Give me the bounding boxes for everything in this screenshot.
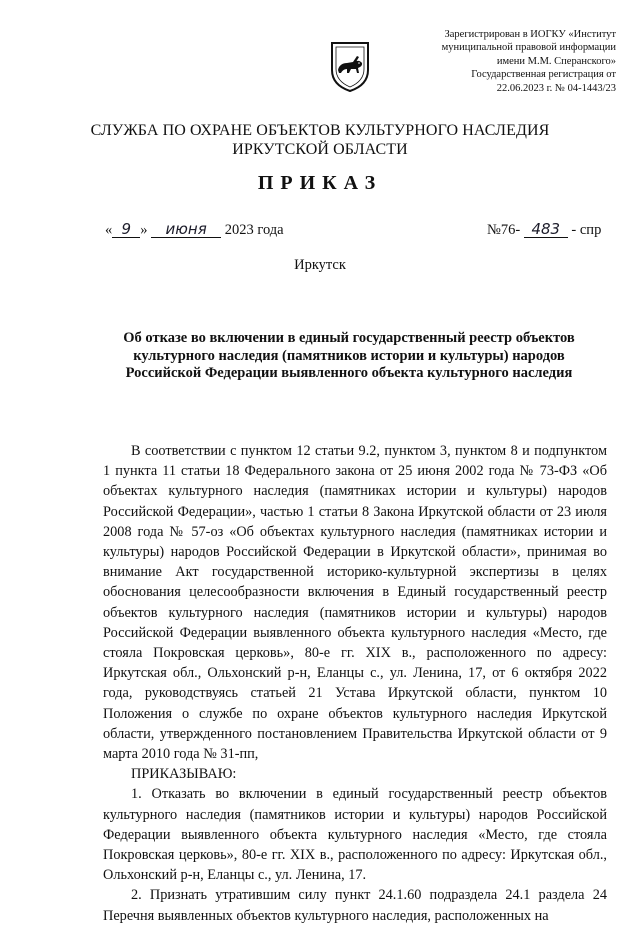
title-line: Об отказе во включении в единый государственный реестр объектов [123, 330, 575, 346]
agency-line: ИРКУТСКОЙ ОБЛАСТИ [232, 141, 408, 158]
date-close-quote: » [140, 222, 148, 238]
registration-note [411, 28, 616, 95]
document-title [100, 330, 598, 383]
document-type: ПРИКАЗ [257, 172, 383, 194]
number-value: 483 [524, 222, 568, 238]
agency-line: СЛУЖБА ПО ОХРАНЕ ОБЪЕКТОВ КУЛЬТУРНОГО НАСЛЕДИЯ [90, 122, 550, 139]
order-item-2: 2. Признать утратившим силу пункт 24.1.60 подраздела 24.1 раздела 24 Перечня выявленных объектов культурного наследия, расположенных на [103, 887, 607, 924]
registration-line: 22.06.2023 г. № 04-1443/23 [496, 82, 616, 94]
date-line [105, 222, 284, 239]
date-year: 2023 года [224, 222, 284, 238]
document-body [103, 441, 607, 926]
document-number [487, 222, 601, 239]
agency-heading [0, 121, 640, 159]
preamble-paragraph: В соответствии с пунктом 12 статьи 9.2, пунктом 3, пунктом 8 и подпунктом 1 пункта 11 статьи 18 Федерального закона от 25 июня 2002 года № 73-ФЗ «Об объектах культурного наследия (памятниках истории и культуры) народов Российской Федерации», частью 1 статьи 8 Закона Иркутской области от 23 июля 2008 года № 57-оз «Об объектах культурного наследия (памятниках истории и культуры) народов Российской Федерации в Иркутской области», принимая во внимание Акт государственной историко-культурной экспертизы в целях обоснования целесообразности включения в Единый государственный реестр объектов культурного наследия (памятников истории и культуры) народов Российской Федерации выявленного объекта культурного наследия «Место, где стояла Покровская церковь», 80-е гг. XIX в., расположенного по адресу: Иркутская обл., Ольхонский р-н, Еланцы с., ул. Ленина, 17, от 6 октября 2022 года, руководствуясь статьей 21 Устава Иркутской области, пунктом 10 Положения о службе по охране объектов культурного наследия Иркутской области, утвержденного постановлением Правительства Иркутской области от 9 марта 2010 года № 31-пп, [103, 443, 607, 763]
city: Иркутск [294, 257, 346, 273]
number-suffix: - спр [571, 222, 602, 238]
number-prefix: №76- [487, 222, 521, 238]
order-item-1: 1. Отказать во включении в единый государственный реестр объектов культурного наследия (памятников истории и культуры) народов Российской Федерации выявленного объекта культурного наследия «Место, где стояла Покровская церковь», 80-е гг. XIX в., расположенного по адресу: Иркутская обл., Ольхонский р-н, Еланцы с., ул. Ленина, 17. [103, 786, 607, 884]
registration-line: Государственная регистрация от [471, 69, 616, 81]
date-open-quote: « [105, 222, 113, 238]
date-month: июня [151, 222, 221, 238]
irkutsk-coat-of-arms-icon [329, 40, 371, 92]
order-word: ПРИКАЗЫВАЮ: [131, 766, 237, 783]
registration-line: имени М.М. Сперанского» [496, 55, 616, 67]
title-line: Российской Федерации выявленного объекта культурного наследия [125, 365, 573, 382]
registration-line: муниципальной правовой информации [441, 42, 616, 54]
date-day: 9 [112, 222, 140, 238]
registration-line: Зарегистрирован в ИОГКУ «Институт [444, 29, 616, 40]
title-line: культурного наследия (памятников истории и культуры) народов [133, 347, 565, 364]
